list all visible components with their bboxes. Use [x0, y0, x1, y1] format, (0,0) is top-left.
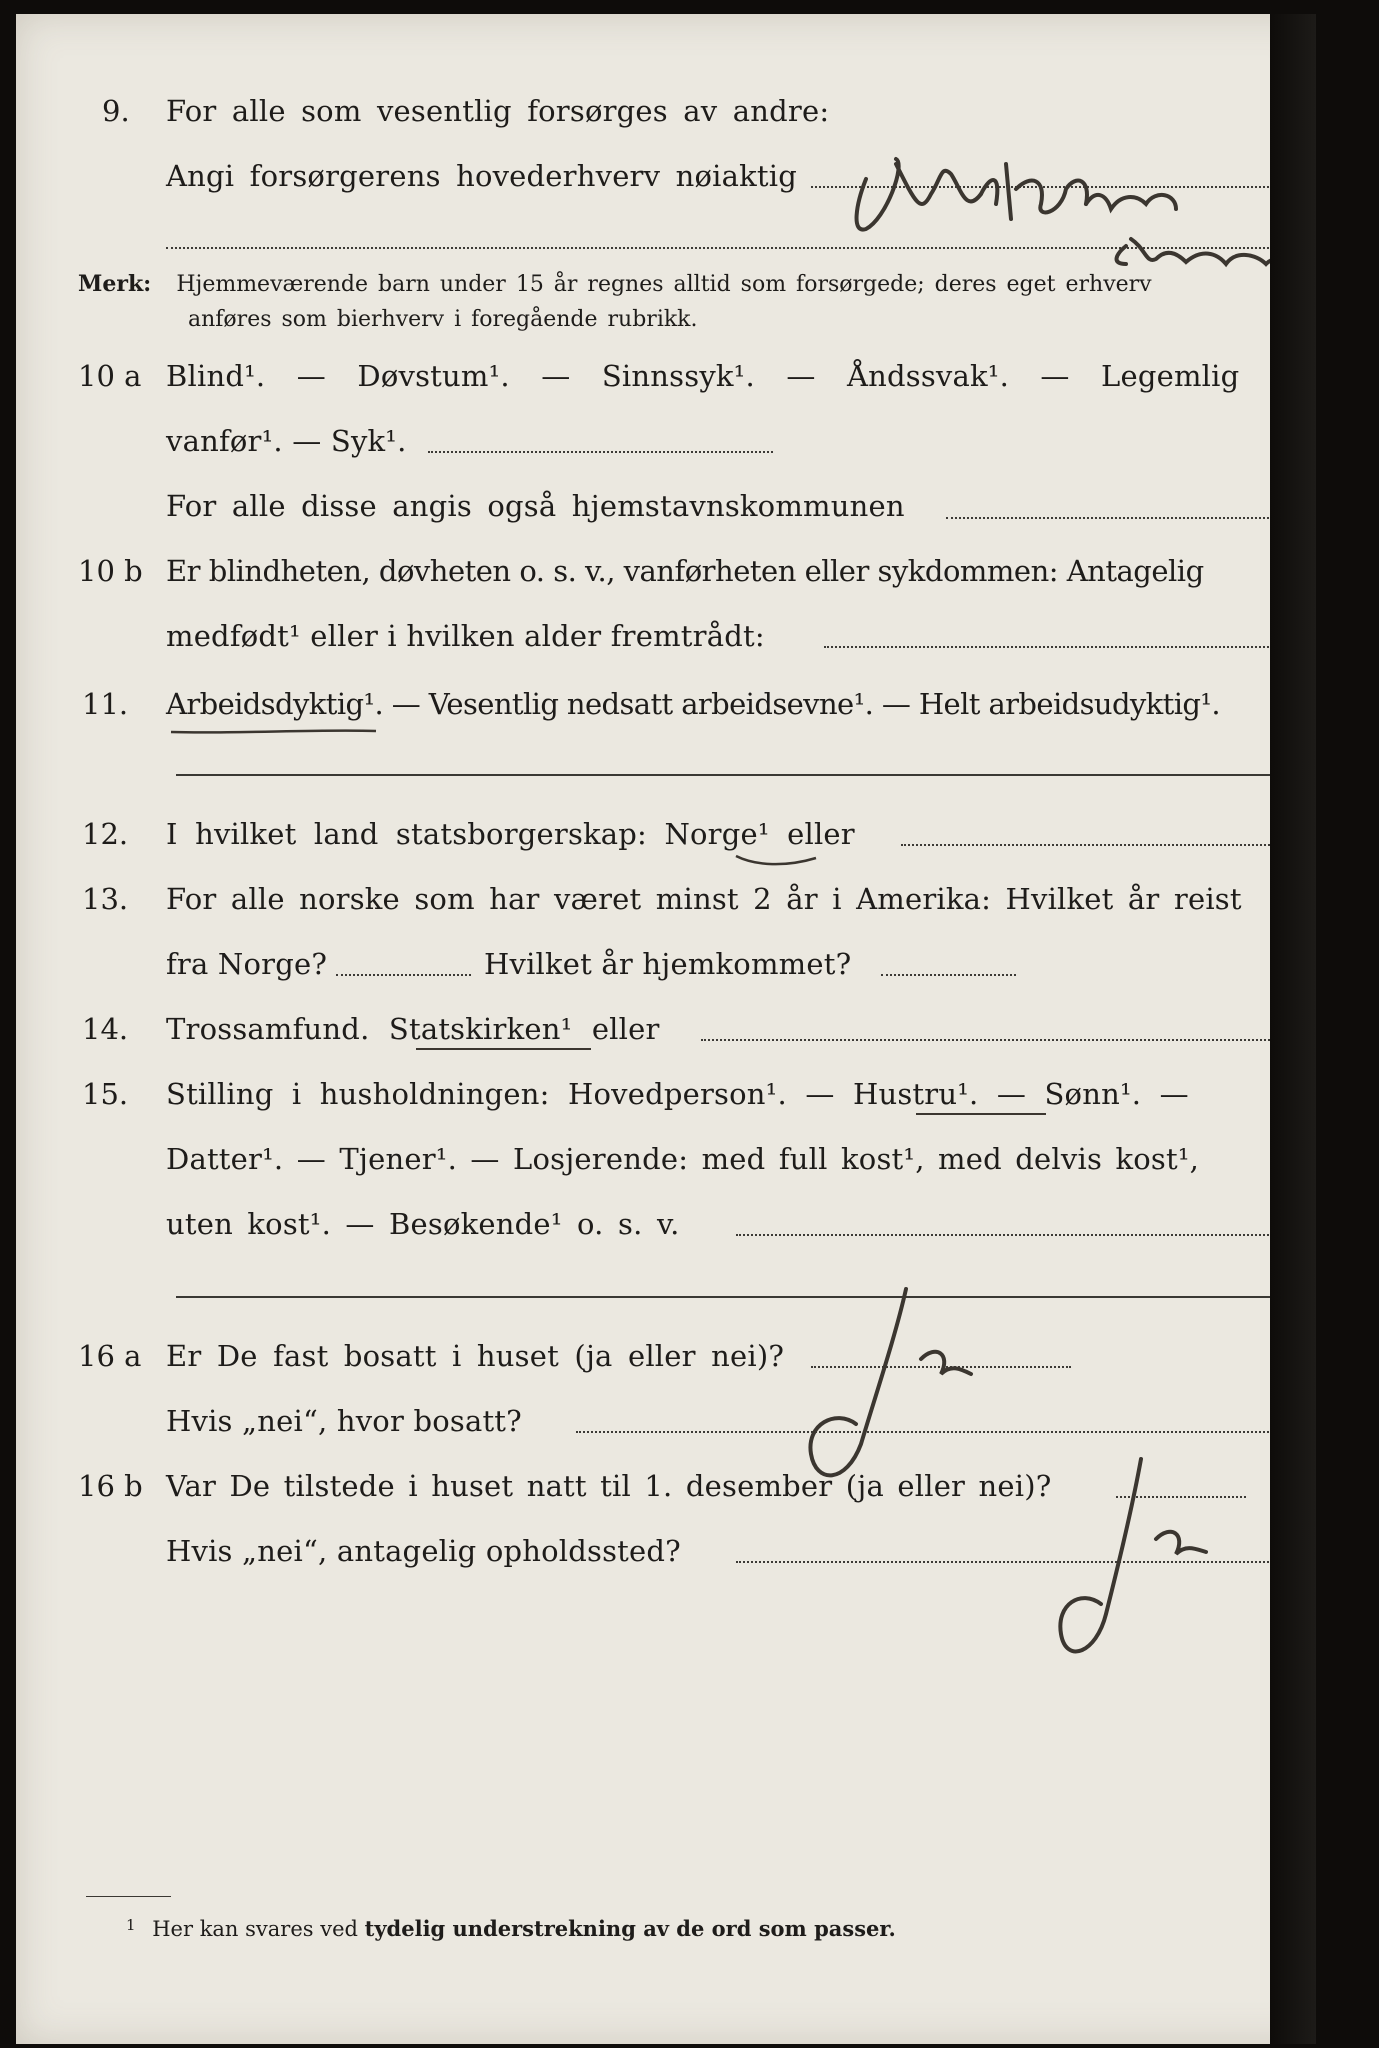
- footnote-text-bold: tydelig understrekning av de ord som passer.: [364, 1916, 896, 1941]
- q16a-number: 16 a: [78, 1339, 142, 1373]
- q15-line-3: uten kost¹. — Besøkende¹ o. s. v.: [166, 1207, 680, 1241]
- q16b-answer-line: [1116, 1496, 1246, 1498]
- q15-line-2: Datter¹. — Tjener¹. — Losjerende: med full kost¹, med delvis kost¹,: [166, 1142, 1200, 1176]
- q14-line-1: Trossamfund. Statskirken¹ eller: [166, 1012, 660, 1046]
- q9-line-1: For alle som vesentlig forsørges av andre:: [166, 94, 830, 128]
- q16a-line-1: Er De fast bosatt i huset (ja eller nei)?: [166, 1339, 785, 1373]
- q15-line-1: Stilling i husholdningen: Hovedperson¹. — Hustru¹. — Sønn¹. —: [166, 1077, 1189, 1111]
- q12-number: 12.: [82, 817, 129, 851]
- section-divider-2: [176, 1296, 1301, 1298]
- q16a-bosatt-line: [576, 1431, 1301, 1433]
- q14-number: 14.: [82, 1012, 129, 1046]
- footnote-rule: [86, 1896, 171, 1897]
- q13-line-2a: fra Norge?: [166, 947, 328, 981]
- q10b-line-1: Er blindheten, døvheten o. s. v., vanførheten eller sykdommen: Antagelig: [166, 554, 1204, 588]
- q10a-hjemstavn-line: [946, 517, 1301, 519]
- merk-note-line-1: [78, 271, 1152, 297]
- q9-number: 9.: [102, 94, 130, 128]
- q11-underline: [171, 731, 376, 733]
- q13-line-1: For alle norske som har været minst 2 år i Amerika: Hvilket år reist: [166, 882, 1242, 916]
- q10b-answer-line: [824, 646, 1301, 648]
- q16b-line-2: Hvis „nei“, antagelig opholdssted?: [166, 1534, 681, 1568]
- q12-line-1: I hvilket land statsborgerskap: Norge¹ eller: [166, 817, 855, 851]
- footnote: [126, 1916, 896, 1941]
- q16b-opholdssted-line: [736, 1561, 1301, 1563]
- q16b-line-1: Var De tilstede i huset natt til 1. desember (ja eller nei)?: [166, 1469, 1052, 1503]
- q15-answer-line: [736, 1234, 1301, 1236]
- q11-number: 11.: [82, 687, 129, 721]
- q10a-line-2: vanfør¹. — Syk¹.: [166, 424, 407, 458]
- q9-line-2: Angi forsørgerens hovederhverv nøiaktig: [166, 159, 797, 193]
- merk-text-1: Hjemmeværende barn under 15 år regnes alltid som forsørgede; deres eget erhverv: [176, 272, 1152, 297]
- footnote-text-plain: Her kan svares ved: [152, 1917, 358, 1941]
- q10a-line-1: Blind¹. — Døvstum¹. — Sinnssyk¹. — Åndssvak¹. — Legemlig: [166, 359, 1240, 393]
- q10a-number: 10 a: [78, 359, 142, 393]
- q13-hjemkommet-line: [881, 974, 1016, 976]
- q16a-handwritten-ja: [810, 1289, 971, 1475]
- q10b-number: 10 b: [78, 554, 143, 588]
- merk-label: Merk:: [78, 271, 152, 297]
- q16b-number: 16 b: [78, 1469, 143, 1503]
- census-form-page: [16, 14, 1316, 2044]
- q10a-line-3: For alle disse angis også hjemstavnskommunen: [166, 489, 905, 523]
- scan-edge: [1270, 14, 1316, 2044]
- section-divider-1: [176, 774, 1301, 776]
- q16a-answer-line: [811, 1366, 1071, 1368]
- q14-answer-line: [701, 1039, 1301, 1041]
- q9-answer-line-2: [166, 247, 1301, 249]
- q13-line-2b: Hvilket år hjemkommet?: [484, 947, 852, 981]
- q9-handwritten-answer: [857, 159, 1306, 272]
- q16b-handwritten-ja: [1060, 1459, 1206, 1651]
- q13-reist-line: [336, 974, 471, 976]
- merk-note-line-2: anføres som bierhverv i foregående rubrikk.: [188, 307, 698, 332]
- q12-answer-line: [901, 844, 1301, 846]
- q12-underline: [736, 856, 816, 864]
- q13-number: 13.: [82, 882, 129, 916]
- q9-answer-line: [811, 186, 1301, 188]
- q10b-line-2: medfødt¹ eller i hvilken alder fremtrådt:: [166, 619, 765, 653]
- q10a-answer-line: [428, 451, 773, 453]
- q15-number: 15.: [82, 1077, 129, 1111]
- q16a-line-2: Hvis „nei“, hvor bosatt?: [166, 1404, 522, 1438]
- footnote-marker: 1: [126, 1916, 136, 1934]
- q11-line-1: Arbeidsdyktig¹. — Vesentlig nedsatt arbeidsevne¹. — Helt arbeidsudyktig¹.: [166, 687, 1220, 721]
